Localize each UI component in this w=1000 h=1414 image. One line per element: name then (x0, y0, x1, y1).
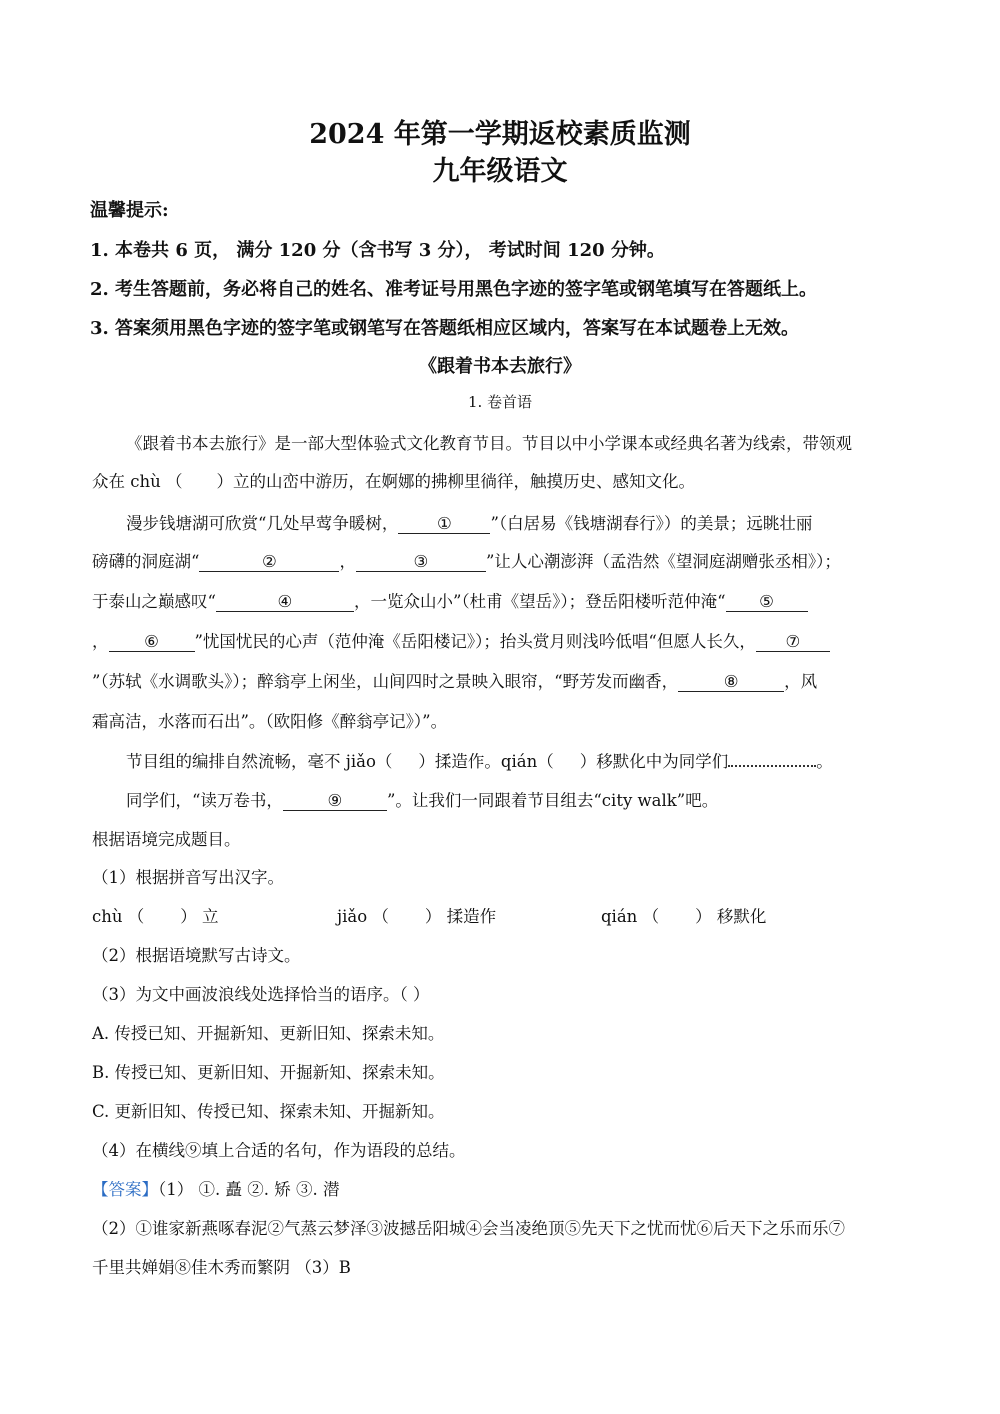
section-title: 《跟着书本去旅行》 (419, 356, 581, 377)
wavy-underline (728, 751, 816, 767)
passage-line: ”（苏轼《水调歌头》）；醉翁亭上闲坐，山间四时之景映入眼帘，“野芳发而幽香， ⑧ ，风 (92, 672, 818, 691)
pinyin-item: qián （ ） 移默化 (601, 907, 767, 926)
pinyin-item: chù （ ） 立 (92, 907, 219, 926)
question-3: （3）为文中画波浪线处选择恰当的语序。（ ） (92, 985, 430, 1004)
question-label: 1. 卷首语 (467, 393, 533, 411)
passage-line: ， ⑥ ”忧国忧民的心声（范仲淹《岳阳楼记》）；抬头赏月则浅吟低唱“但愿人长久， ⑦ (92, 628, 830, 652)
notice-heading: 温馨提示: (90, 200, 169, 221)
answer-line: （2）①谁家新燕啄春泥②气蒸云梦泽③波撼岳阳城④会当凌绝顶⑤先天下之忧而忧⑥后天下之乐而乐⑦ (92, 1219, 845, 1238)
notice-item: 2. 考生答题前，务必将自己的姓名、准考证号用黑色字迹的签字笔或钢笔填写在答题纸上。 (90, 279, 818, 300)
question-1: （1）根据拼音写出汉字。 (92, 868, 284, 887)
passage-line: 漫步钱塘湖可欣赏“几处早莺争暖树， ① ”（白居易《钱塘湖春行》）的美景；远眺壮丽 (126, 514, 813, 533)
passage-line: 霜高洁，水落而石出”。（欧阳修《醉翁亭记》）”。 (92, 712, 448, 731)
blank-9: ⑨ (283, 792, 387, 811)
page-title: 2024 年第一学期返校素质监测 (309, 119, 691, 150)
option-a: A. 传授已知、开掘新知、更新旧知、探索未知。 (92, 1024, 445, 1043)
passage-line: 磅礴的洞庭湖“ ② ， ③ ”让人心潮澎湃（孟浩然《望洞庭湖赠张丞相》）； (92, 552, 841, 571)
answer-line: 千里共婵娟⑧佳木秀而繁阴 （3）B (92, 1258, 351, 1277)
questions-intro: 根据语境完成题目。 (92, 830, 241, 849)
blank-4: ④ (216, 593, 354, 612)
blank-6: ⑥ (109, 633, 195, 652)
blank-1: ① (398, 515, 490, 534)
blank-2: ② (199, 553, 339, 572)
passage-line: 《跟着书本去旅行》是一部大型体验式文化教育节目。节目以中小学课本或经典名著为线索，带领观 (126, 434, 852, 453)
blank-7: ⑦ (756, 633, 830, 652)
notice-item: 1. 本卷共 6 页， 满分 120 分（含书写 3 分）， 考试时间 120 分钟。 (90, 240, 665, 261)
passage-line: 众在 chù （ ）立的山峦中游历，在婀娜的拂柳里徜徉，触摸历史、感知文化。 (92, 472, 695, 491)
option-c: C. 更新旧知、传授已知、探索未知、开掘新知。 (92, 1102, 445, 1121)
passage-line: 同学们，“读万卷书， ⑨ ”。让我们一同跟着节目组去“city walk”吧。 (126, 791, 719, 810)
page-subtitle: 九年级语文 (432, 156, 568, 187)
blank-3: ③ (356, 553, 486, 572)
option-b: B. 传授已知、更新旧知、开掘新知、探索未知。 (92, 1063, 445, 1082)
answer-line: 【答案】（1） ①. 矗 ②. 矫 ③. 潜 (92, 1180, 340, 1199)
question-4: （4）在横线⑨填上合适的名句，作为语段的总结。 (92, 1141, 466, 1160)
passage-line: 节目组的编排自然流畅，毫不 jiǎo（ ）揉造作。qián（ ）移默化中为同学们 。 (126, 752, 833, 771)
passage-line: 于泰山之巅感叹“ ④ ，一览众山小”（杜甫《望岳》）；登岳阳楼听范仲淹“ ⑤ (92, 588, 808, 612)
blank-5: ⑤ (726, 593, 808, 612)
blank-8: ⑧ (678, 673, 784, 692)
pinyin-item: jiǎo （ ） 揉造作 (337, 907, 497, 926)
notice-item: 3. 答案须用黑色字迹的签字笔或钢笔写在答题纸相应区域内，答案写在本试题卷上无效。 (90, 318, 800, 339)
answer-tag: 【答案】 (92, 1180, 158, 1199)
question-2: （2）根据语境默写古诗文。 (92, 946, 301, 965)
